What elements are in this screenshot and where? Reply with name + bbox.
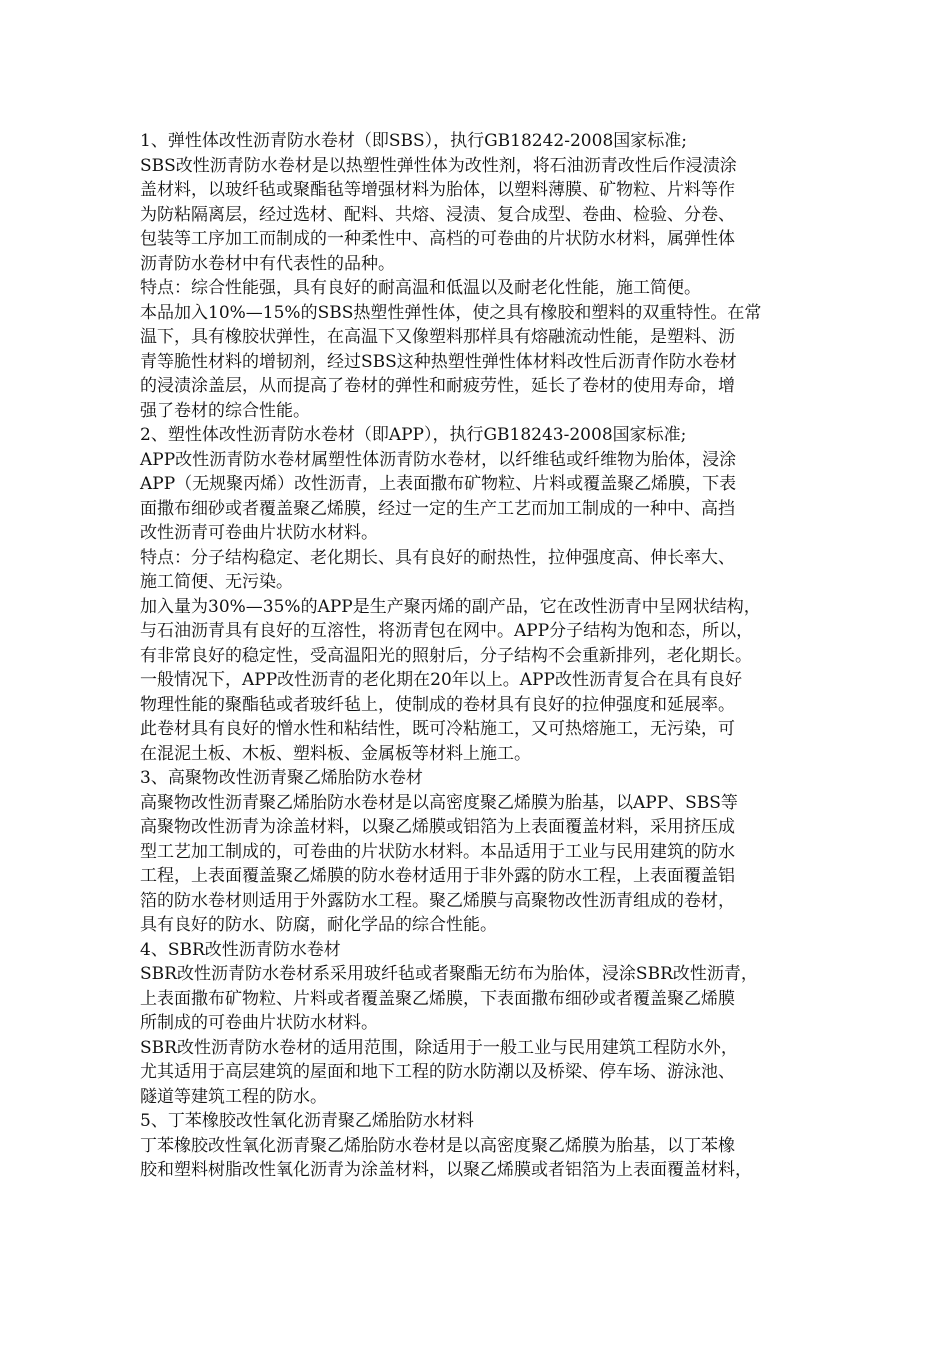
text-line: 型工艺加工制成的，可卷曲的片状防水材料。本品适用于工业与民用建筑的防水 [140,841,735,862]
text-line: 所制成的可卷曲片状防水材料。 [140,1013,378,1033]
text-line: SBR改性沥青防水卷材系采用玻纤毡或者聚酯无纺布为胎体，浸涂SBR改性沥青， [140,964,758,984]
text-line: 上表面撒布矿物粒、片料或者覆盖聚乙烯膜，下表面撒布细砂或者覆盖聚乙烯膜 [140,988,735,1009]
text-line: 本品加入10%—15%的SBS热塑性弹性体，使之具有橡胶和塑料的双重特性。在常 [140,302,762,323]
document-body [140,129,816,1183]
text-line: 为防粘隔离层，经过选材、配料、共熔、浸渍、复合成型、卷曲、检验、分卷、 [140,204,735,225]
text-line: 物理性能的聚酯毡或者玻纤毡上，使制成的卷材具有良好的拉伸强度和延展率。 [140,694,735,715]
text-line: APP改性沥青防水卷材属塑性体沥青防水卷材，以纤维毡或纤维物为胎体，浸涂 [140,449,737,470]
text-line: 施工简便、无污染。 [140,572,293,592]
text-line: 隧道等建筑工程的防水。 [140,1086,327,1107]
text-line: 尤其适用于高层建筑的屋面和地下工程的防水防潮以及桥梁、停车场、游泳池、 [140,1062,735,1082]
text-line: SBR改性沥青防水卷材的适用范围，除适用于一般工业与民用建筑工程防水外， [140,1037,738,1058]
text-line: 包装等工序加工而制成的一种柔性中、高档的可卷曲的片状防水材料，属弹性体 [140,229,735,249]
text-line: 5、丁苯橡胶改性氧化沥青聚乙烯胎防水材料 [140,1111,474,1131]
text-line: 与石油沥青具有良好的互溶性，将沥青包在网中。APP分子结构为饱和态，所以， [140,621,754,641]
text-line: 沥青防水卷材中有代表性的品种。 [140,253,395,274]
text-line: 4、SBR改性沥青防水卷材 [140,939,341,960]
text-line: 工程，上表面覆盖聚乙烯膜的防水卷材适用于非外露的防水工程，上表面覆盖铝 [140,866,735,886]
text-line: 有非常良好的稳定性，受高温阳光的照射后，分子结构不会重新排列，老化期长。 [140,645,752,666]
text-line: 此卷材具有良好的憎水性和粘结性，既可冷粘施工，又可热熔施工，无污染，可 [140,719,735,739]
text-line: 丁苯橡胶改性氧化沥青聚乙烯胎防水卷材是以高密度聚乙烯膜为胎基，以丁苯橡 [140,1135,735,1156]
text-line: 特点：分子结构稳定、老化期长、具有良好的耐热性，拉伸强度高、伸长率大、 [140,547,735,568]
text-line: 特点：综合性能强，具有良好的耐高温和低温以及耐老化性能，施工简便。 [140,278,701,298]
text-line: 青等脆性材料的增韧剂，经过SBS这种热塑性弹性体材料改性后沥青作防水卷材 [140,351,737,372]
text-line: 温下，具有橡胶状弹性，在高温下又像塑料那样具有熔融流动性能，是塑料、沥 [140,327,735,347]
text-line: 具有良好的防水、防腐，耐化学品的综合性能。 [140,915,497,935]
text-line: 高聚物改性沥青聚乙烯胎防水卷材是以高密度聚乙烯膜为胎基，以APP、SBS等 [140,792,738,813]
text-line: 箔的防水卷材则适用于外露防水工程。聚乙烯膜与高聚物改性沥青组成的卷材， [140,890,735,911]
text-line: 的浸渍涂盖层，从而提高了卷材的弹性和耐疲劳性，延长了卷材的使用寿命，增 [140,376,735,396]
text-line: 在混泥土板、木板、塑料板、金属板等材料上施工。 [140,743,531,764]
text-line: 改性沥青可卷曲片状防水材料。 [140,523,378,543]
text-line: APP（无规聚丙烯）改性沥青，上表面撒布矿物粒、片料或覆盖聚乙烯膜，下表 [140,474,737,494]
text-line: 面撒布细砂或者覆盖聚乙烯膜，经过一定的生产工艺而加工制成的一种中、高挡 [140,498,735,519]
text-line: 强了卷材的综合性能。 [140,400,310,421]
text-line: 胶和塑料树脂改性氧化沥青为涂盖材料，以聚乙烯膜或者铝箔为上表面覆盖材料， [140,1160,752,1180]
text-line: 1、弹性体改性沥青防水卷材（即SBS），执行GB18242-2008国家标准; [140,131,687,151]
text-line: 一般情况下，APP改性沥青的老化期在20年以上。APP改性沥青复合在具有良好 [140,670,742,690]
text-line: 3、高聚物改性沥青聚乙烯胎防水卷材 [140,768,423,788]
text-line: SBS改性沥青防水卷材是以热塑性弹性体为改性剂，将石油沥青改性后作浸渍涂 [140,155,737,176]
text-line: 2、塑性体改性沥青防水卷材（即APP），执行GB18243-2008国家标准; [140,425,687,445]
text-line: 盖材料，以玻纤毡或聚酯毡等增强材料为胎体，以塑料薄膜、矿物粒、片料等作 [140,180,735,200]
text-line: 加入量为30%—35%的APP是生产聚丙烯的副产品，它在改性沥青中呈网状结构， [140,596,761,617]
text-line: 高聚物改性沥青为涂盖材料，以聚乙烯膜或铝箔为上表面覆盖材料，采用挤压成 [140,817,735,837]
